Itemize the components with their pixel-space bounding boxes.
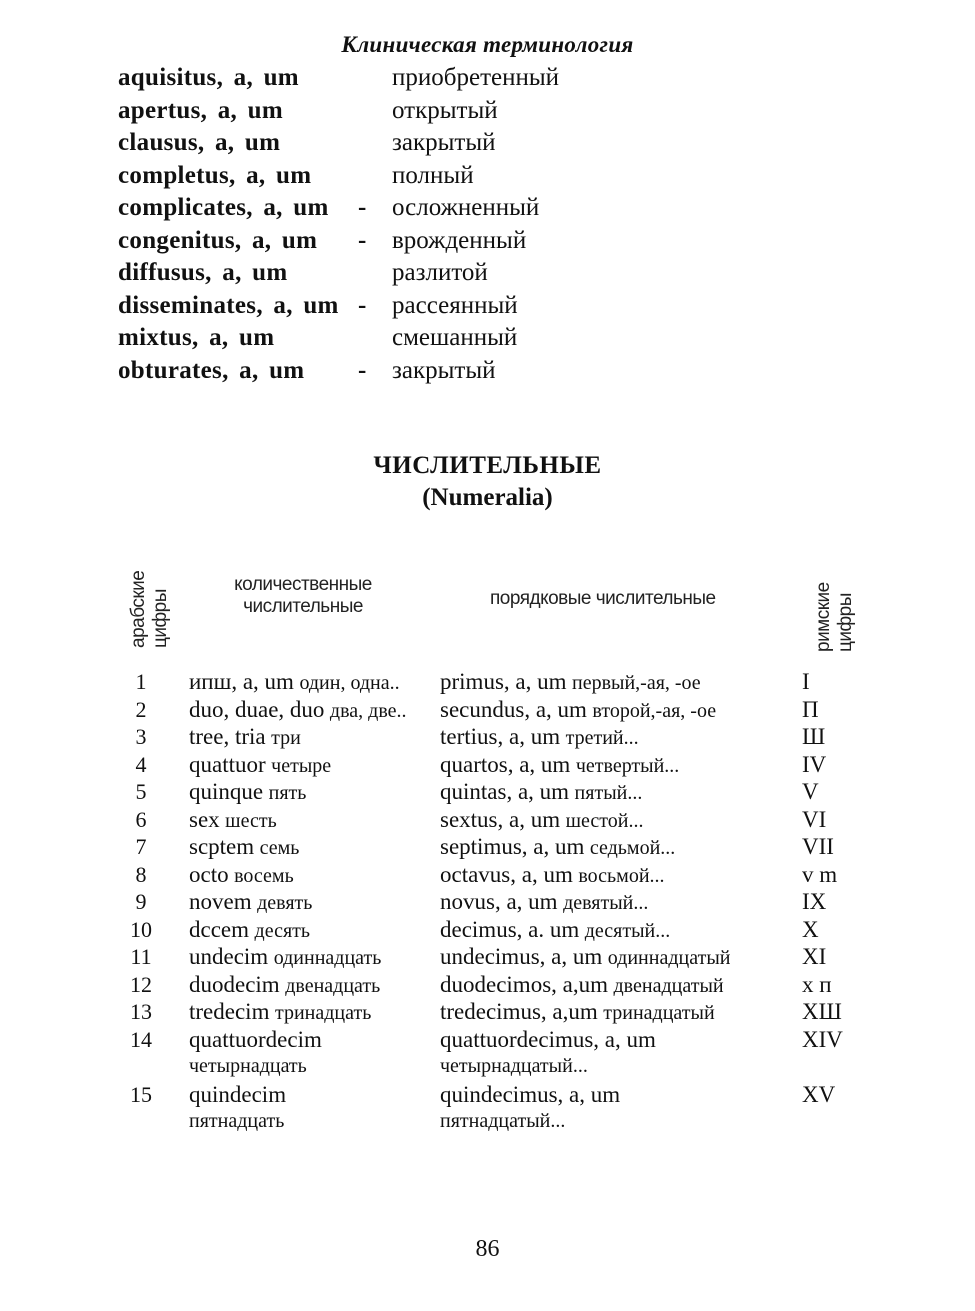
arabic-numeral: 9: [135, 889, 147, 914]
cardinal-russian: шесть: [225, 809, 277, 832]
cardinal-russian: три: [271, 727, 301, 749]
numeral-row: [0, 751, 975, 779]
numeral-row: [0, 943, 975, 971]
cardinal-cell: [189, 943, 434, 973]
header-arabic-numerals: [128, 560, 172, 648]
ordinal-latin: septimus, a, um: [440, 834, 585, 859]
term-latin: disseminates, a, um: [118, 291, 339, 319]
ordinal-cell: [440, 916, 790, 946]
ordinal-latin: tertius, a, um: [440, 724, 561, 749]
cardinal-cell: [189, 696, 434, 726]
cardinal-russian: два, две..: [329, 699, 407, 722]
section-subtitle: (Numeralia): [422, 484, 553, 511]
arabic-numeral: 5: [135, 779, 147, 804]
ordinal-russian: десятый...: [584, 919, 671, 942]
arabic-numeral: 8: [135, 861, 147, 887]
term-translation: открытый: [392, 96, 498, 124]
cardinal-russian: десять: [254, 919, 311, 942]
section-title: ЧИСЛИТЕЛЬНЫЕ: [373, 452, 602, 479]
cardinal-cell: [189, 916, 434, 946]
ordinal-cell: [440, 861, 790, 891]
ordinal-latin: quartos, a, um: [440, 751, 571, 777]
ordinal-russian: девятый...: [563, 892, 649, 914]
numeral-row: [0, 833, 975, 861]
cardinal-latin: scptem: [189, 834, 255, 859]
term-translation: полный: [392, 161, 474, 189]
ordinal-latin: quintas, a, um: [440, 779, 570, 804]
cardinal-russian: тринадцать: [274, 1002, 372, 1024]
term-latin: congenitus, a, um: [118, 226, 318, 254]
ordinal-latin: undecimus, a, um: [440, 944, 603, 969]
term-latin: completus, a, um: [118, 161, 312, 189]
arabic-numeral: 10: [130, 916, 152, 942]
cardinal-latin: duo, duae, duo: [189, 696, 325, 722]
cardinal-latin: novem: [189, 889, 252, 914]
ordinal-russian: четырнадцатый...: [440, 1055, 588, 1077]
numeral-row: [0, 1081, 975, 1136]
numeral-row: [0, 1026, 975, 1081]
header-cardinal: [228, 574, 378, 618]
cardinal-latin: tredecim: [189, 999, 270, 1024]
roman-numeral: X: [802, 916, 819, 942]
cardinal-latin: quattuordecim: [189, 1026, 322, 1052]
ordinal-cell: [440, 696, 790, 726]
arabic-numeral: 15: [130, 1081, 152, 1107]
arabic-numeral: 6: [135, 806, 147, 832]
ordinal-latin: sextus, a, um: [440, 806, 561, 832]
ordinal-russian: шестой...: [565, 809, 644, 832]
ordinal-russian: первый,-ая, -ое: [572, 672, 701, 694]
ordinal-latin: novus, a, um: [440, 889, 558, 914]
header-roman-numerals: [813, 572, 857, 652]
cardinal-russian: один, одна..: [299, 672, 400, 694]
term-latin: obturates, a, um: [118, 356, 305, 384]
numeral-row: [0, 806, 975, 834]
term-translation: смешанный: [392, 324, 518, 351]
ordinal-latin: duodecimos, a,um: [440, 971, 608, 997]
ordinal-latin: tredecimus, a,um: [440, 999, 598, 1024]
ordinal-russian: тринадцатый: [603, 1002, 715, 1024]
roman-numeral: V: [802, 779, 819, 804]
term-latin: diffusus, a, um: [118, 259, 288, 286]
cardinal-cell: [189, 971, 434, 1001]
arabic-numeral: 1: [135, 669, 147, 694]
header-arabic-line1: арабские: [128, 570, 149, 648]
arabic-numeral: 14: [130, 1026, 152, 1052]
cardinal-cell: [189, 833, 434, 863]
cardinal-russian: четырнадцать: [189, 1055, 307, 1077]
term-translation: закрытый: [392, 356, 496, 384]
numeral-row: [0, 668, 975, 696]
roman-numeral: I: [802, 669, 810, 694]
ordinal-cell: [440, 668, 790, 698]
roman-numeral: x п: [802, 971, 832, 997]
cardinal-russian: восемь: [234, 864, 294, 887]
ordinal-russian: седьмой...: [589, 837, 676, 859]
cardinal-russian: пятнадцать: [189, 1110, 285, 1132]
roman-numeral: ХШ: [802, 999, 842, 1024]
ordinal-cell: [440, 888, 790, 918]
arabic-numeral: 3: [135, 724, 147, 749]
cardinal-latin: ипш, a, um: [189, 669, 294, 694]
cardinal-cell: [189, 998, 434, 1028]
ordinal-cell: [440, 1081, 790, 1136]
term-translation: разлитой: [392, 259, 488, 286]
ordinal-russian: восьмой...: [578, 864, 665, 887]
cardinal-latin: quattuor: [189, 751, 266, 777]
arabic-numeral: 11: [130, 944, 152, 969]
ordinal-cell: [440, 778, 790, 808]
cardinal-cell: [189, 1081, 434, 1136]
numerals-table: [0, 668, 975, 1136]
header-arabic-line2: цифры: [150, 589, 171, 648]
cardinal-latin: quindecim: [189, 1081, 287, 1107]
numeral-row: [0, 971, 975, 999]
term-translation: закрытый: [392, 129, 496, 156]
header-roman-line2: цифры: [835, 593, 856, 652]
ordinal-cell: [440, 1026, 790, 1081]
ordinal-latin: decimus, a. um: [440, 916, 580, 942]
numeral-row: [0, 916, 975, 944]
cardinal-cell: [189, 806, 434, 836]
cardinal-russian: пять: [268, 782, 307, 804]
term-translation: приобретенный: [392, 64, 560, 91]
ordinal-russian: пятый...: [574, 782, 643, 804]
roman-numeral: Ш: [802, 724, 826, 749]
numeral-row: [0, 778, 975, 806]
running-title: Клиническая терминология: [341, 32, 634, 57]
cardinal-cell: [189, 723, 434, 753]
ordinal-cell: [440, 723, 790, 753]
arabic-numeral: 7: [135, 834, 147, 859]
roman-numeral: П: [802, 696, 819, 722]
ordinal-latin: secundus, a, um: [440, 696, 587, 722]
numeral-row: [0, 861, 975, 889]
roman-numeral: XIV: [802, 1026, 843, 1052]
cardinal-russian: четыре: [271, 754, 332, 777]
term-translation: осложненный: [392, 194, 540, 221]
cardinal-latin: sex: [189, 806, 220, 832]
cardinal-cell: [189, 861, 434, 891]
ordinal-cell: [440, 806, 790, 836]
term-latin: clausus, a, um: [118, 129, 281, 156]
header-cardinal-line1: количественные: [234, 574, 372, 595]
term-dash: -: [358, 226, 367, 254]
ordinal-russian: третий...: [565, 727, 639, 749]
cardinal-cell: [189, 751, 434, 781]
cardinal-latin: undecim: [189, 944, 269, 969]
roman-numeral: IX: [802, 889, 827, 914]
term-translation: врожденный: [392, 226, 527, 254]
numeral-row: [0, 696, 975, 724]
numeral-row: [0, 998, 975, 1026]
cardinal-cell: [189, 778, 434, 808]
term-latin: aquisitus, a, um: [118, 64, 299, 91]
cardinal-cell: [189, 888, 434, 918]
arabic-numeral: 4: [135, 751, 147, 777]
ordinal-latin: octavus, a, um: [440, 861, 573, 887]
roman-numeral: v m: [802, 861, 838, 887]
term-latin: complicates, a, um: [118, 194, 329, 221]
header-cardinal-line2: числительные: [243, 596, 363, 617]
ordinal-cell: [440, 971, 790, 1001]
term-dash: -: [358, 356, 367, 384]
roman-numeral: VI: [802, 806, 827, 832]
cardinal-russian: девять: [257, 892, 313, 914]
ordinal-russian: одиннадцатый: [607, 947, 731, 969]
roman-numeral: VII: [802, 834, 834, 859]
ordinal-russian: четвертый...: [575, 754, 680, 777]
roman-numeral: XI: [802, 944, 827, 969]
cardinal-latin: octo: [189, 861, 229, 887]
ordinal-latin: quattuordecimus, a, um: [440, 1026, 656, 1052]
roman-numeral: XV: [802, 1081, 836, 1107]
page-number: 86: [475, 1236, 500, 1262]
cardinal-russian: семь: [259, 837, 300, 859]
ordinal-cell: [440, 751, 790, 781]
ordinal-russian: пятнадцатый...: [440, 1110, 566, 1132]
cardinal-cell: [189, 668, 434, 698]
ordinal-russian: второй,-ая, -ое: [592, 699, 717, 722]
arabic-numeral: 12: [130, 971, 152, 997]
term-latin: apertus, a, um: [118, 96, 283, 124]
cardinal-latin: dccem: [189, 916, 250, 942]
header-ordinal: порядковые числительные: [490, 588, 716, 609]
ordinal-latin: quindecimus, a, um: [440, 1081, 621, 1107]
cardinal-russian: одиннадцать: [273, 947, 382, 969]
cardinal-russian: двенадцать: [285, 974, 381, 997]
arabic-numeral: 2: [135, 696, 147, 722]
header-roman-line1: римские: [813, 582, 834, 652]
term-translation: рассеянный: [392, 291, 518, 319]
cardinal-cell: [189, 1026, 434, 1081]
cardinal-latin: duodecim: [189, 971, 280, 997]
term-dash: -: [358, 291, 367, 319]
numeral-row: [0, 888, 975, 916]
term-latin: mixtus, a, um: [118, 324, 275, 351]
term-dash: -: [358, 194, 367, 221]
ordinal-latin: primus, a, um: [440, 669, 567, 694]
ordinal-russian: двенадцатый: [613, 974, 724, 997]
numeral-row: [0, 723, 975, 751]
ordinal-cell: [440, 833, 790, 863]
cardinal-latin: tree, tria: [189, 724, 266, 749]
ordinal-cell: [440, 943, 790, 973]
ordinal-cell: [440, 998, 790, 1028]
arabic-numeral: 13: [130, 999, 152, 1024]
cardinal-latin: quinque: [189, 779, 264, 804]
roman-numeral: IV: [802, 751, 827, 777]
